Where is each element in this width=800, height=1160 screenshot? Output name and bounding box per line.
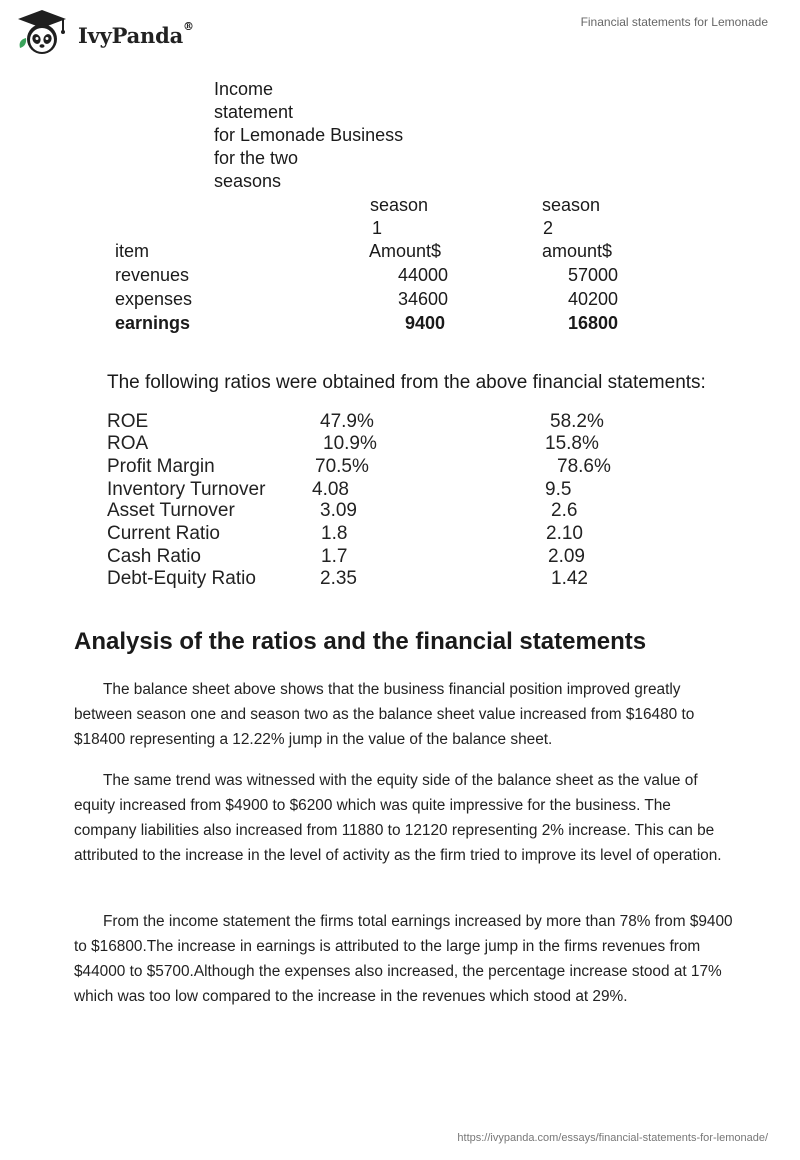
body-paragraph: The balance sheet above shows that the business financial position improved greatly between season one and season two as the balance sheet value increased from $16480 to $18400 representing a 12.22% jump in the value of the balance sheet. [74, 681, 695, 748]
ratio-value-season-1: 3.09 [320, 500, 357, 521]
statement-title-line: statement [214, 102, 294, 122]
statement-title-line: for Lemonade Business [214, 125, 404, 145]
ratio-label: Debt-Equity Ratio [107, 568, 256, 589]
ratio-label: ROA [107, 433, 149, 454]
statement-title-line: Income [214, 79, 274, 99]
row-label: expenses [115, 289, 193, 309]
body-paragraph: From the income statement the firms total earnings increased by more than 78% from $9400 to $16800.The increase in earnings is attributed to the large jump in the firms revenues from $44000 to $5700.Although the expenses also increased, the percentage increase stood at 17% which was too low compared to the increase in the revenues which stood at 29%. [74, 913, 733, 1005]
section-heading: Analysis of the ratios and the financial statements [74, 628, 647, 655]
row-value-season-1: 9400 [404, 313, 445, 333]
ratio-value-season-2: 78.6% [557, 456, 611, 477]
ratio-value-season-1: 47.9% [320, 411, 374, 432]
amount-header-season-2: amount$ [542, 241, 613, 261]
ratio-label: Asset Turnover [107, 500, 235, 521]
ratio-value-season-2: 2.6 [551, 500, 578, 521]
ratio-value-season-1: 10.9% [323, 433, 377, 454]
column-header-season-2: season [542, 195, 601, 215]
ratio-value-season-2: 15.8% [545, 433, 599, 454]
amount-header-season-1: Amount$ [369, 241, 442, 261]
ratio-value-season-2: 2.09 [548, 546, 585, 567]
row-label: revenues [115, 265, 190, 285]
ratio-value-season-1: 70.5% [315, 456, 369, 477]
ratio-value-season-2: 1.42 [551, 568, 588, 589]
ratio-value-season-1: 1.7 [321, 546, 348, 567]
ratio-value-season-2: 58.2% [550, 411, 604, 432]
column-header-season-1-number: 1 [372, 218, 383, 238]
statement-title-line: for the two [214, 148, 299, 168]
item-header: item [115, 241, 150, 261]
source-url[interactable]: https://ivypanda.com/essays/financial-statements-for-lemonade/ [457, 1132, 768, 1144]
page-header [0, 0, 800, 62]
ratio-value-season-2: 2.10 [546, 523, 583, 544]
document-title: Financial statements for Lemonade [580, 15, 768, 29]
ratio-value-season-1: 1.8 [321, 523, 348, 544]
column-header-season-1: season [370, 195, 429, 215]
row-value-season-2: 57000 [567, 265, 618, 285]
row-value-season-2: 16800 [567, 313, 618, 333]
ratio-label: Current Ratio [107, 523, 220, 544]
row-value-season-1: 34600 [397, 289, 448, 309]
ratio-label: Inventory Turnover [107, 479, 266, 500]
statement-title-line: seasons [214, 171, 282, 191]
ratio-label: Cash Ratio [107, 546, 201, 567]
ivypanda-logo[interactable] [14, 8, 194, 56]
logo-wordmark: IvyPanda® [78, 20, 194, 48]
ratio-label: ROE [107, 411, 149, 432]
row-value-season-2: 40200 [567, 289, 618, 309]
ratio-value-season-1: 2.35 [320, 568, 357, 589]
row-label-earnings: earnings [115, 313, 191, 333]
row-value-season-1: 44000 [397, 265, 448, 285]
income-statement-image [0, 72, 800, 602]
column-header-season-2-number: 2 [543, 218, 554, 238]
body-paragraph: The same trend was witnessed with the equity side of the balance sheet as the value of equity increased from $4900 to $6200 which was quite impressive for the business. The company liabilities also increased from 11880 to 12120 representing 2% increase. This can be attributed to the increase in the level of activity as the firm tried to improve its level of operation. [74, 772, 722, 864]
ratio-value-season-1: 4.08 [312, 479, 349, 500]
ratio-label: Profit Margin [107, 456, 215, 477]
panda-graduate-icon [14, 8, 70, 56]
ratios-intro: The following ratios were obtained from the above financial statements: [107, 372, 706, 393]
ratio-value-season-2: 9.5 [545, 479, 572, 500]
